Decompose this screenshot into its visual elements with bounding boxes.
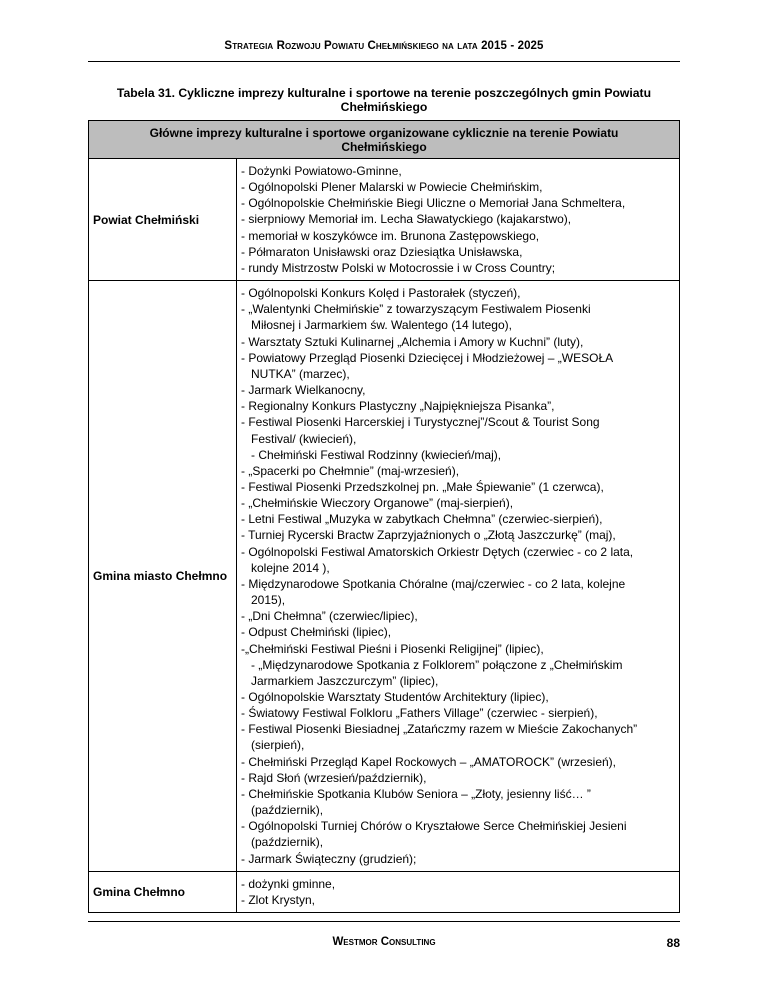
event-line: Jarmarkiem Jaszczurczym” (lipiec), [251,673,439,688]
event-line: 2015), [251,593,286,608]
events-table [88,120,680,913]
event-line: NUTKA” (marzec), [251,366,350,381]
event-line: - Rajd Słoń (wrzesień/październik), [241,770,427,785]
event-line: - Dożynki Powiatowo-Gminne, [241,164,402,178]
header-divider [88,61,680,62]
event-line: Festival/ (kwiecień), [251,431,357,446]
table-row-gmina-chelmno [89,871,680,912]
event-line: kolejne 2014 ), [251,560,330,575]
table-heading [89,121,680,159]
event-line: - Letni Festiwal „Muzyka w zabytkach Chełmna” (czerwiec-sierpień), [241,512,603,527]
row-label-gmina-miasto-chelmno: Gmina miasto Chełmno [89,281,237,872]
event-line: Miłosnej i Jarmarkiem św. Walentego (14 lutego), [251,318,512,333]
page-number: 88 [666,936,680,950]
table-heading-line-2: Chełmińskiego [341,140,427,154]
event-line: - Odpust Chełmiński (lipiec), [241,625,392,640]
event-line: - Festiwal Piosenki Biesiadnej „Zatańczmy razem w Mieście Zakochanych” [241,722,638,737]
event-line: - Ogólnopolski Plener Malarski w Powiecie Chełmińskim, [241,180,543,195]
table-heading-line-1: Główne imprezy kulturalne i sportowe organizowane cyklicznie na terenie Powiatu [149,126,619,140]
row-label-gmina-chelmno: Gmina Chełmno [89,871,237,912]
caption-line-1: Tabela 31. Cykliczne imprezy kulturalne i sportowe na terenie poszczególnych gmin Powiatu [116,86,652,100]
event-line: (sierpień), [251,738,305,753]
events-list-powiat [237,159,680,281]
event-line: - Festiwal Piosenki Harcerskiej i Turystycznej”/Scout & Tourist Song [241,415,600,430]
event-line: - rundy Mistrzostw Polski w Motocrossie i w Cross Country; [241,260,556,275]
event-line: - „Walentynki Chełmińskie” z towarzyszącym Festiwalem Piosenki [241,302,591,317]
event-line: - dożynki gminne, [241,876,336,891]
event-line: (październik), [251,803,324,818]
event-line: - memoriał w koszykówce im. Brunona Zastępowskiego, [241,228,540,243]
event-line: - sierpniowy Memoriał im. Lecha Sławatyckiego (kajakarstwo), [241,212,572,227]
event-line: - „Chełmińskie Wieczory Organowe” (maj-sierpień), [241,496,514,511]
event-line: - Regionalny Konkurs Plastyczny „Najpiękniejsza Pisanka”, [241,399,555,414]
footer-divider [88,921,680,922]
event-line: - Światowy Festiwal Folkloru „Fathers Village” (czerwiec - sierpień), [241,706,598,721]
caption-line-2: Chełmińskiego [340,100,428,114]
event-line: - Powiatowy Przegląd Piosenki Dziecięcej i Młodzieżowej – „WESOŁA [241,350,614,365]
event-line: - Chełmiński Festiwal Rodzinny (kwiecień/maj), [251,447,502,462]
table-row-powiat [89,159,680,281]
event-line: - Warsztaty Sztuki Kulinarnej „Alchemia i Amory w Kuchni” (luty), [241,334,584,349]
event-line: - Międzynarodowe Spotkania Chóralne (maj/czerwiec - co 2 lata, kolejne [241,576,626,591]
table-row-gmina-miasto-chelmno [89,281,680,872]
event-line: - Ogólnopolskie Warsztaty Studentów Architektury (lipiec), [241,690,549,704]
event-line: - Chełmińskie Spotkania Klubów Seniora – „Złoty, jesienny liść… ” [241,786,591,801]
row-label-powiat: Powiat Chełmiński [89,159,237,281]
table-header-row [89,121,680,159]
event-line: (październik), [251,835,324,850]
running-header: Strategia Rozwoju Powiatu Chełmińskiego na lata 2015 - 2025 [224,40,544,52]
event-line: - Jarmark Wielkanocny, [241,383,366,398]
table-caption [88,86,680,114]
event-line: - „Spacerki po Chełmnie” (maj-wrzesień), [241,463,460,478]
event-line: - Turniej Rycerski Bractw Zaprzyjaźnionych o „Złotą Jaszczurkę” (maj), [241,528,616,543]
event-line: - „Międzynarodowe Spotkania z Folklorem” połączone z „Chełmińskim [251,657,623,672]
event-line: - Ogólnopolski Konkurs Kolęd i Pastorałek (styczeń), [241,286,521,301]
event-line: - Półmaraton Unisławski oraz Dziesiątka Unisławska, [241,244,523,259]
event-line: - Jarmark Świąteczny (grudzień); [241,851,417,866]
footer-company: Westmor Consulting [332,936,436,948]
event-line: - Festiwal Piosenki Przedszkolnej pn. „Małe Śpiewanie” (1 czerwca), [241,479,604,494]
event-line: - Ogólnopolski Festiwal Amatorskich Orkiestr Dętych (czerwiec - co 2 lata, [241,544,634,559]
events-list-gmina-miasto-chelmno [237,281,680,872]
events-list-gmina-chelmno [237,871,680,912]
event-line: - Ogólnopolskie Chełmińskie Biegi Uliczne o Memoriał Jana Schmeltera, [241,196,626,211]
event-line: - Zlot Krystyn, [241,892,316,907]
event-line: - Chełmiński Przegląd Kapel Rockowych – „AMATOROCK” (wrzesień), [241,754,616,769]
event-line: - Ogólnopolski Turniej Chórów o Kryształowe Serce Chełmińskiej Jesieni [241,819,627,834]
event-line: -„Chełmiński Festiwal Pieśni i Piosenki Religijnej” (lipiec), [241,641,544,656]
event-line: - „Dni Chełmna” (czerwiec/lipiec), [241,609,418,624]
